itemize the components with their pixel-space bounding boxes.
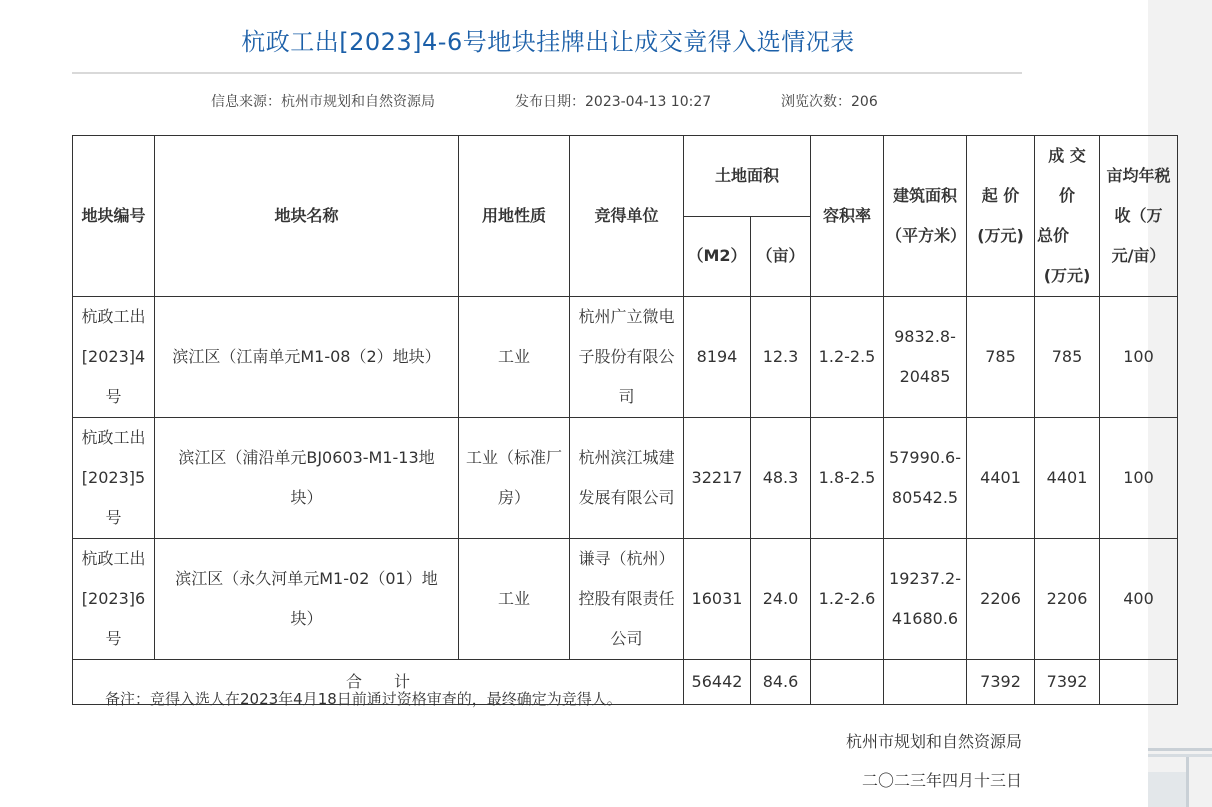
- cell-line: 公司: [610, 629, 643, 648]
- cell-parcel-code: [73, 297, 155, 418]
- header-parcel-name: 地块名称: [155, 136, 459, 297]
- corner-decoration: [1148, 742, 1212, 807]
- page-title: 杭政工出[2023]4-6号地块挂牌出让成交竟得入选情况表: [241, 28, 855, 56]
- meta-source: 信息来源：杭州市规划和自然资源局: [211, 94, 435, 110]
- meta-publish-date: 发布日期：2023-04-13 10:27: [515, 94, 712, 110]
- cell-parcel-name: [155, 418, 459, 539]
- cell-line: 工业（标准厂: [465, 448, 562, 467]
- header-floor-area-ratio: 容积率: [811, 136, 884, 297]
- header-tax-line1: 亩均年税: [1106, 166, 1171, 185]
- cell-winning-bidder: [570, 539, 684, 660]
- cell-line: 控股有限责任: [578, 589, 675, 608]
- cell-line: 滨江区（江南单元M1-08（2）地块）: [172, 347, 441, 366]
- header-building-area-line1: 建筑面积: [893, 186, 958, 205]
- header-tax-line2: 收（万: [1114, 206, 1163, 225]
- total-area-m2: 56442: [684, 660, 751, 705]
- cell-line: 杭政工出: [81, 428, 146, 447]
- land-transfer-table: [72, 135, 1178, 705]
- cell-deal-price: 785: [1035, 297, 1100, 418]
- cell-parcel-code: [73, 418, 155, 539]
- cell-line: 子股份有限公: [578, 347, 675, 366]
- cell-line: 杭州滨江城建: [578, 448, 675, 467]
- cell-line: 工业: [497, 347, 530, 366]
- remark-note: 备注：竞得入选人在2023年4月18日前通过资格审查的，最终确定为竞得人。: [105, 690, 622, 708]
- cell-line: [2023]6号: [81, 589, 146, 648]
- cell-building-area: [884, 539, 967, 660]
- cell-line: 块）: [290, 609, 323, 628]
- header-parcel-code: 地块编号: [73, 136, 155, 297]
- cell-line: 19237.2-: [889, 569, 961, 588]
- meta-view-count: 浏览次数：206: [781, 94, 878, 110]
- total-building-area: [884, 660, 967, 705]
- cell-line: 20485: [899, 367, 951, 386]
- total-start-price: 7392: [967, 660, 1035, 705]
- cell-line: [2023]5号: [81, 468, 146, 527]
- header-deal-price-line2: 价: [1059, 186, 1076, 205]
- total-label: 合 计: [73, 660, 684, 705]
- cell-parcel-name: [155, 539, 459, 660]
- title-divider: [72, 72, 1022, 74]
- cell-parcel-code: [73, 539, 155, 660]
- total-deal-price: 7392: [1035, 660, 1100, 705]
- table-row: [73, 539, 1178, 660]
- header-start-price-line2: (万元): [977, 226, 1024, 245]
- header-start-price: [967, 136, 1035, 297]
- cell-area-mu: 48.3: [751, 418, 811, 539]
- cell-line: 司: [618, 387, 635, 406]
- cell-floor-area-ratio: 1.2-2.6: [811, 539, 884, 660]
- cell-line: 57990.6-: [889, 448, 961, 467]
- signature-date: 二〇二三年四月十三日: [861, 771, 1022, 790]
- header-deal-price-line1: 成 交: [1048, 146, 1086, 165]
- cell-line: 房）: [497, 488, 530, 507]
- cell-line: 80542.5: [891, 488, 959, 507]
- cell-deal-price: 4401: [1035, 418, 1100, 539]
- cell-area-m2: 8194: [684, 297, 751, 418]
- header-area-m2: （M2）: [684, 216, 751, 297]
- cell-land-use: [459, 539, 570, 660]
- total-area-mu: 84.6: [751, 660, 811, 705]
- table-row: [73, 418, 1178, 539]
- cell-parcel-name: [155, 297, 459, 418]
- cell-line: 发展有限公司: [578, 488, 675, 507]
- header-winning-bidder: 竞得单位: [570, 136, 684, 297]
- cell-building-area: [884, 418, 967, 539]
- cell-line: 滨江区（永久河单元M1-02（01）地: [175, 569, 438, 588]
- cell-floor-area-ratio: 1.8-2.5: [811, 418, 884, 539]
- cell-floor-area-ratio: 1.2-2.5: [811, 297, 884, 418]
- cell-land-use: [459, 418, 570, 539]
- header-deal-price-line4: (万元): [1043, 266, 1091, 285]
- cell-line: 工业: [497, 589, 530, 608]
- header-deal-price-line3: 总价: [1037, 226, 1070, 245]
- cell-winning-bidder: [570, 418, 684, 539]
- total-tax-per-mu: [1100, 660, 1178, 705]
- cell-start-price: 785: [967, 297, 1035, 418]
- cell-area-mu: 12.3: [751, 297, 811, 418]
- cell-line: 41680.6: [891, 609, 959, 628]
- table-row: [73, 297, 1178, 418]
- cell-land-use: [459, 297, 570, 418]
- cell-line: 滨江区（浦沿单元BJ0603-M1-13地: [178, 448, 435, 467]
- header-land-area: 土地面积: [684, 136, 811, 217]
- cell-tax-per-mu: 100: [1100, 297, 1178, 418]
- cell-area-mu: 24.0: [751, 539, 811, 660]
- header-tax-per-mu: [1100, 136, 1178, 297]
- table-header-row: [73, 136, 1178, 217]
- header-tax-line3: 元/亩）: [1111, 246, 1166, 265]
- header-area-mu: （亩）: [751, 216, 811, 297]
- cell-winning-bidder: [570, 297, 684, 418]
- cell-line: [2023]4号: [81, 347, 146, 406]
- header-deal-price: [1035, 136, 1100, 297]
- header-building-area-line2: （平方米）: [886, 226, 967, 245]
- signature-org: 杭州市规划和自然资源局: [845, 732, 1022, 751]
- cell-line: 谦寻（杭州）: [578, 549, 675, 568]
- cell-start-price: 2206: [967, 539, 1035, 660]
- cell-building-area: [884, 297, 967, 418]
- header-start-price-line1: 起 价: [981, 186, 1020, 205]
- cell-tax-per-mu: 400: [1100, 539, 1178, 660]
- cell-deal-price: 2206: [1035, 539, 1100, 660]
- cell-line: 杭政工出: [81, 307, 146, 326]
- cell-line: 杭政工出: [81, 549, 146, 568]
- cell-area-m2: 16031: [684, 539, 751, 660]
- cell-line: 9832.8-: [894, 327, 956, 346]
- cell-line: 杭州广立微电: [578, 307, 675, 326]
- cell-line: 块）: [290, 488, 323, 507]
- cell-tax-per-mu: 100: [1100, 418, 1178, 539]
- header-land-use: 用地性质: [459, 136, 570, 297]
- header-building-area: [884, 136, 967, 297]
- total-floor-area-ratio: [811, 660, 884, 705]
- cell-area-m2: 32217: [684, 418, 751, 539]
- cell-start-price: 4401: [967, 418, 1035, 539]
